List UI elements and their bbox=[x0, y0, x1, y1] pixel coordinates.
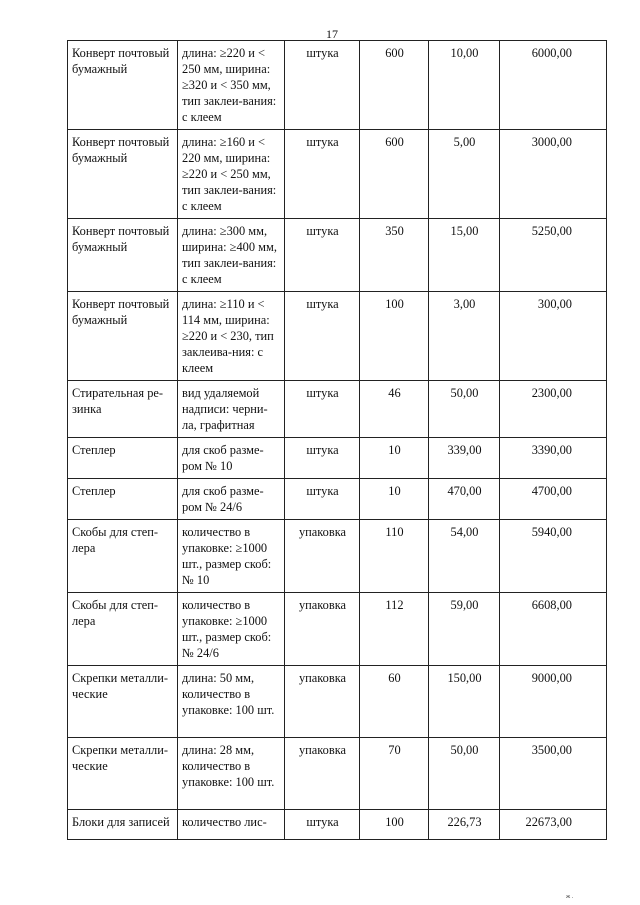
item-quantity-cell: 100 bbox=[360, 810, 429, 840]
item-name-cell: Конверт почтовый бумажный bbox=[68, 219, 178, 292]
item-description-cell: длина: ≥220 и < 250 мм, ширина: ≥320 и < 350 мм, тип заклеи-вания: с клеем bbox=[178, 41, 285, 130]
corner-mark: ж . bbox=[566, 894, 574, 900]
item-unit-cell: штука bbox=[285, 381, 360, 438]
table-row bbox=[68, 593, 607, 666]
item-quantity-cell: 600 bbox=[360, 130, 429, 219]
item-name-cell: Стирательная ре-зинка bbox=[68, 381, 178, 438]
item-total-cell: 5940,00 bbox=[500, 520, 607, 593]
item-price-cell: 10,00 bbox=[429, 41, 500, 130]
item-description-cell: длина: ≥300 мм, ширина: ≥400 мм, тип заклеи-вания: с клеем bbox=[178, 219, 285, 292]
item-price-cell: 5,00 bbox=[429, 130, 500, 219]
item-name-cell: Скобы для степ-лера bbox=[68, 593, 178, 666]
table-row bbox=[68, 41, 607, 130]
item-price-cell: 470,00 bbox=[429, 479, 500, 520]
item-description-cell: количество лис- bbox=[178, 810, 285, 840]
table-row bbox=[68, 292, 607, 381]
item-description-cell: для скоб разме-ром № 10 bbox=[178, 438, 285, 479]
item-quantity-cell: 600 bbox=[360, 41, 429, 130]
supplies-table bbox=[67, 40, 607, 840]
item-name-cell: Скобы для степ-лера bbox=[68, 520, 178, 593]
table-row bbox=[68, 666, 607, 738]
item-quantity-cell: 60 bbox=[360, 666, 429, 738]
item-description-cell: длина: ≥160 и < 220 мм, ширина: ≥220 и < 250 мм, тип заклеи-вания: с клеем bbox=[178, 130, 285, 219]
item-price-cell: 3,00 bbox=[429, 292, 500, 381]
item-description-cell: длина: 28 мм, количество в упаковке: 100 шт. bbox=[178, 738, 285, 810]
table-row bbox=[68, 438, 607, 479]
item-price-cell: 50,00 bbox=[429, 738, 500, 810]
item-quantity-cell: 46 bbox=[360, 381, 429, 438]
item-price-cell: 150,00 bbox=[429, 666, 500, 738]
table-row bbox=[68, 520, 607, 593]
item-description-cell: количество в упаковке: ≥1000 шт., размер скоб: № 10 bbox=[178, 520, 285, 593]
supplies-table-body bbox=[68, 41, 607, 840]
table-row bbox=[68, 130, 607, 219]
item-total-cell: 9000,00 bbox=[500, 666, 607, 738]
item-unit-cell: упаковка bbox=[285, 593, 360, 666]
item-price-cell: 339,00 bbox=[429, 438, 500, 479]
item-quantity-cell: 112 bbox=[360, 593, 429, 666]
item-unit-cell: штука bbox=[285, 438, 360, 479]
item-total-cell: 3390,00 bbox=[500, 438, 607, 479]
table-row bbox=[68, 810, 607, 840]
item-description-cell: длина: 50 мм, количество в упаковке: 100 шт. bbox=[178, 666, 285, 738]
table-row bbox=[68, 381, 607, 438]
item-unit-cell: упаковка bbox=[285, 520, 360, 593]
item-unit-cell: штука bbox=[285, 41, 360, 130]
item-quantity-cell: 350 bbox=[360, 219, 429, 292]
item-total-cell: 5250,00 bbox=[500, 219, 607, 292]
item-unit-cell: упаковка bbox=[285, 666, 360, 738]
item-name-cell: Степлер bbox=[68, 438, 178, 479]
item-total-cell: 6000,00 bbox=[500, 41, 607, 130]
item-name-cell: Блоки для записей bbox=[68, 810, 178, 840]
table-row bbox=[68, 219, 607, 292]
item-price-cell: 54,00 bbox=[429, 520, 500, 593]
item-total-cell: 6608,00 bbox=[500, 593, 607, 666]
item-description-cell: для скоб разме-ром № 24/6 bbox=[178, 479, 285, 520]
item-quantity-cell: 110 bbox=[360, 520, 429, 593]
item-price-cell: 59,00 bbox=[429, 593, 500, 666]
item-description-cell: количество в упаковке: ≥1000 шт., размер скоб: № 24/6 bbox=[178, 593, 285, 666]
item-description-cell: длина: ≥110 и < 114 мм, ширина: ≥220 и < 230, тип заклеива-ния: с клеем bbox=[178, 292, 285, 381]
item-quantity-cell: 70 bbox=[360, 738, 429, 810]
item-name-cell: Скрепки металли-ческие bbox=[68, 738, 178, 810]
item-total-cell: 3000,00 bbox=[500, 130, 607, 219]
item-price-cell: 226,73 bbox=[429, 810, 500, 840]
item-name-cell: Конверт почтовый бумажный bbox=[68, 41, 178, 130]
item-total-cell: 2300,00 bbox=[500, 381, 607, 438]
item-unit-cell: штука bbox=[285, 130, 360, 219]
item-total-cell: 22673,00 bbox=[500, 810, 607, 840]
table-row bbox=[68, 738, 607, 810]
item-quantity-cell: 100 bbox=[360, 292, 429, 381]
item-name-cell: Степлер bbox=[68, 479, 178, 520]
item-unit-cell: штука bbox=[285, 479, 360, 520]
page-number: 17 bbox=[326, 27, 338, 41]
item-name-cell: Конверт почтовый бумажный bbox=[68, 292, 178, 381]
item-name-cell: Конверт почтовый бумажный bbox=[68, 130, 178, 219]
table-row bbox=[68, 479, 607, 520]
item-total-cell: 3500,00 bbox=[500, 738, 607, 810]
item-price-cell: 50,00 bbox=[429, 381, 500, 438]
item-unit-cell: штука bbox=[285, 219, 360, 292]
item-price-cell: 15,00 bbox=[429, 219, 500, 292]
item-total-cell: 300,00 bbox=[500, 292, 607, 381]
item-total-cell: 4700,00 bbox=[500, 479, 607, 520]
item-quantity-cell: 10 bbox=[360, 479, 429, 520]
item-unit-cell: упаковка bbox=[285, 738, 360, 810]
item-quantity-cell: 10 bbox=[360, 438, 429, 479]
item-description-cell: вид удаляемой надписи: черни-ла, графитная bbox=[178, 381, 285, 438]
item-unit-cell: штука bbox=[285, 292, 360, 381]
item-unit-cell: штука bbox=[285, 810, 360, 840]
item-name-cell: Скрепки металли-ческие bbox=[68, 666, 178, 738]
